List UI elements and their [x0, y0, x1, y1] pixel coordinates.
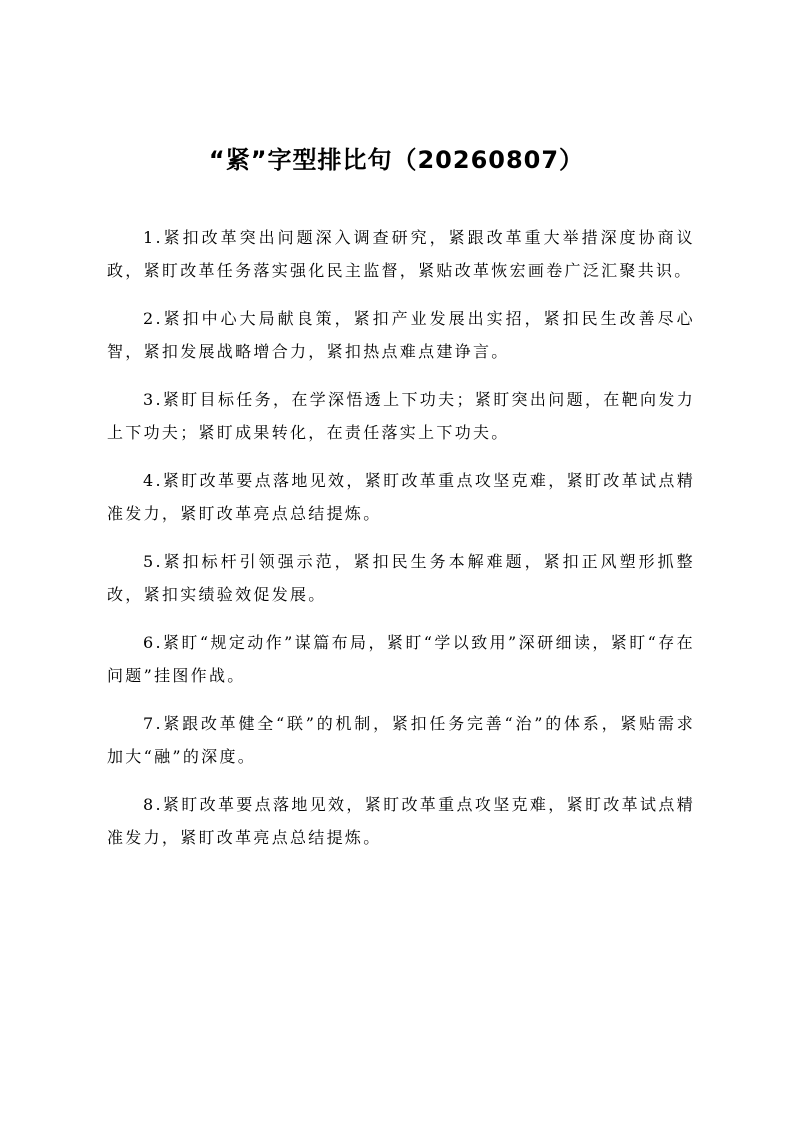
- paragraph-8: 8.紧盯改革要点落地见效，紧盯改革重点攻坚克难，紧盯改革试点精准发力，紧盯改革亮点总结提炼。: [107, 795, 695, 847]
- paragraph-7: 7.紧跟改革健全“联”的机制，紧扣任务完善“治”的体系，紧贴需求加大“融”的深度。: [107, 714, 695, 766]
- paragraph-2: 2.紧扣中心大局献良策，紧扣产业发展出实招，紧扣民生改善尽心智，紧扣发展战略增合力，紧扣热点难点建诤言。: [107, 309, 695, 361]
- paragraph-4: 4.紧盯改革要点落地见效，紧盯改革重点攻坚克难，紧盯改革试点精准发力，紧盯改革亮点总结提炼。: [107, 471, 695, 523]
- paragraph-3: 3.紧盯目标任务，在学深悟透上下功夫；紧盯突出问题，在靶向发力上下功夫；紧盯成果转化，在责任落实上下功夫。: [107, 390, 695, 442]
- document-title: “紧”字型排比句（20260807）: [208, 146, 585, 174]
- document-body: [107, 221, 695, 869]
- paragraph-1: 1.紧扣改革突出问题深入调查研究，紧跟改革重大举措深度协商议政，紧盯改革任务落实强化民主监督，紧贴改革恢宏画卷广泛汇聚共识。: [107, 228, 695, 280]
- paragraph-6: 6.紧盯“规定动作”谋篇布局，紧盯“学以致用”深研细读，紧盯“存在问题”挂图作战。: [107, 633, 695, 685]
- paragraph-5: 5.紧扣标杆引领强示范，紧扣民生务本解难题，紧扣正风塑形抓整改，紧扣实绩验效促发展。: [107, 552, 695, 604]
